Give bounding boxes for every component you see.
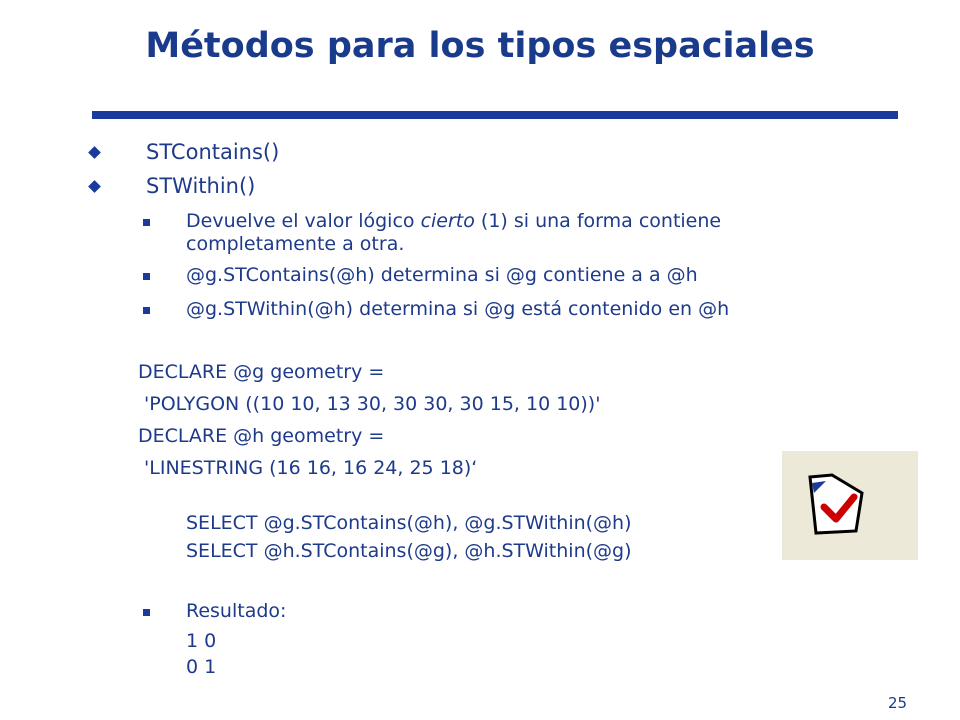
code-line-1: DECLARE @g geometry = [138,361,385,383]
code-line-4: 'LINESTRING (16 16, 16 24, 25 18)‘ [138,457,478,479]
square-bullet-icon [143,273,150,280]
bullet-text: STContains() [146,140,280,164]
description-line2: completamente a otra. [186,233,405,255]
code-select-2: SELECT @h.STContains(@g), @h.STWithin(@g) [186,540,632,562]
within-text: @g.STWithin(@h) determina si @g está contenido en @h [186,298,730,320]
result-row-2: 0 1 [186,656,217,678]
description-prefix: Devuelve el valor lógico [186,210,421,232]
square-bullet-icon [143,609,150,616]
result-label: Resultado: [186,600,287,622]
contains-text: @g.STContains(@h) determina si @g contiene a a @h [186,264,698,286]
polygon-check-icon [806,473,868,537]
description-text [186,210,721,256]
code-line-3: DECLARE @h geometry = [138,425,385,447]
description-italic: cierto [420,210,475,232]
code-line-2: 'POLYGON ((10 10, 13 30, 30 30, 30 15, 10 10))' [138,393,601,415]
description-suffix: (1) si una forma contiene [474,210,722,232]
code-select-1: SELECT @g.STContains(@h), @g.STWithin(@h) [186,512,632,534]
bullet-text: STWithin() [146,174,256,198]
polygon-contains-line-icon [782,451,918,560]
square-bullet-icon [143,219,150,226]
square-bullet-icon [143,307,150,314]
diamond-bullet-icon [88,146,101,159]
result-row-1: 1 0 [186,630,217,652]
slide-title: Métodos para los tipos espaciales [145,26,815,66]
page-number: 25 [888,694,908,712]
diamond-bullet-icon [88,180,101,193]
title-divider [92,111,898,119]
